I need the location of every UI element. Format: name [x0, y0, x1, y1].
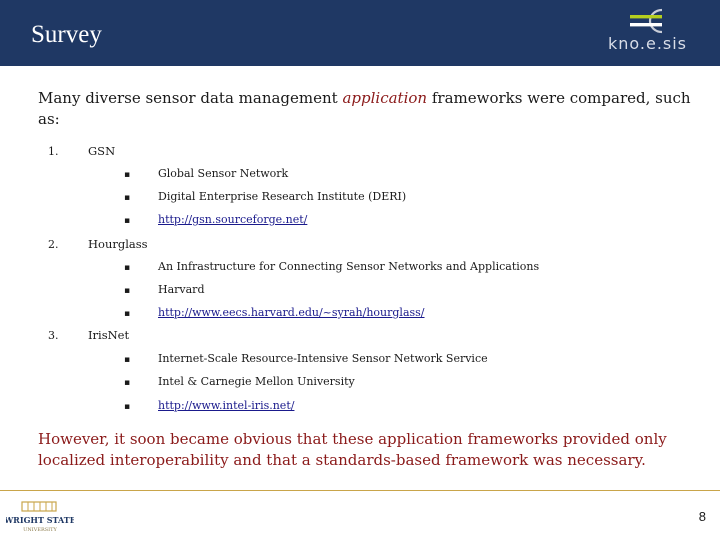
list-number: 1. — [48, 145, 59, 158]
intro-paragraph — [38, 88, 698, 130]
bullet: ▪ — [124, 378, 131, 388]
knoesis-e-icon — [590, 6, 705, 36]
slide-title: Survey — [31, 21, 102, 48]
framework-name: Hourglass — [88, 237, 148, 251]
bullet: ▪ — [124, 402, 131, 412]
knoesis-logo — [590, 6, 705, 56]
svg-text:WRIGHT STATE: WRIGHT STATE — [6, 515, 74, 525]
intro-text-end: frameworks were compared, such as: — [38, 89, 691, 128]
framework-detail: Harvard — [158, 283, 205, 296]
framework-detail: Intel & Carnegie Mellon University — [158, 375, 355, 388]
svg-text:UNIVERSITY: UNIVERSITY — [23, 527, 57, 533]
bullet: ▪ — [124, 263, 131, 273]
framework-detail: An Infrastructure for Connecting Sensor Networks and Applications — [158, 260, 540, 273]
framework-detail: Internet-Scale Resource-Intensive Sensor Network Service — [158, 352, 488, 365]
bullet: ▪ — [124, 170, 131, 180]
knoesis-wordmark: kno.e.sis — [607, 34, 688, 53]
wright-state-logo — [6, 500, 74, 534]
wright-state-seal-icon — [6, 500, 74, 534]
framework-link[interactable]: http://www.intel-iris.net/ — [158, 399, 295, 412]
footer-divider — [0, 490, 720, 491]
intro-text: Many diverse sensor data management — [38, 89, 343, 107]
framework-link[interactable]: http://gsn.sourceforge.net/ — [158, 213, 308, 226]
bullet: ▪ — [124, 216, 131, 226]
framework-detail: Digital Enterprise Research Institute (DERI) — [158, 190, 407, 203]
list-number: 3. — [48, 329, 59, 342]
intro-highlight: application — [342, 89, 428, 107]
bullet: ▪ — [124, 193, 131, 203]
framework-link[interactable]: http://www.eecs.harvard.edu/~syrah/hourglass/ — [158, 306, 425, 319]
bullet: ▪ — [124, 309, 131, 319]
bullet: ▪ — [124, 355, 131, 365]
framework-name: GSN — [88, 144, 116, 158]
framework-detail: Global Sensor Network — [158, 167, 289, 180]
page-number: 8 — [698, 509, 706, 524]
conclusion-paragraph: However, it soon became obvious that these application frameworks provided only localized interoperability and that a standards-based framework was necessary. — [38, 430, 667, 469]
list-number: 2. — [48, 238, 59, 251]
framework-name: IrisNet — [88, 328, 130, 342]
bullet: ▪ — [124, 286, 131, 296]
title-bar — [0, 0, 720, 66]
